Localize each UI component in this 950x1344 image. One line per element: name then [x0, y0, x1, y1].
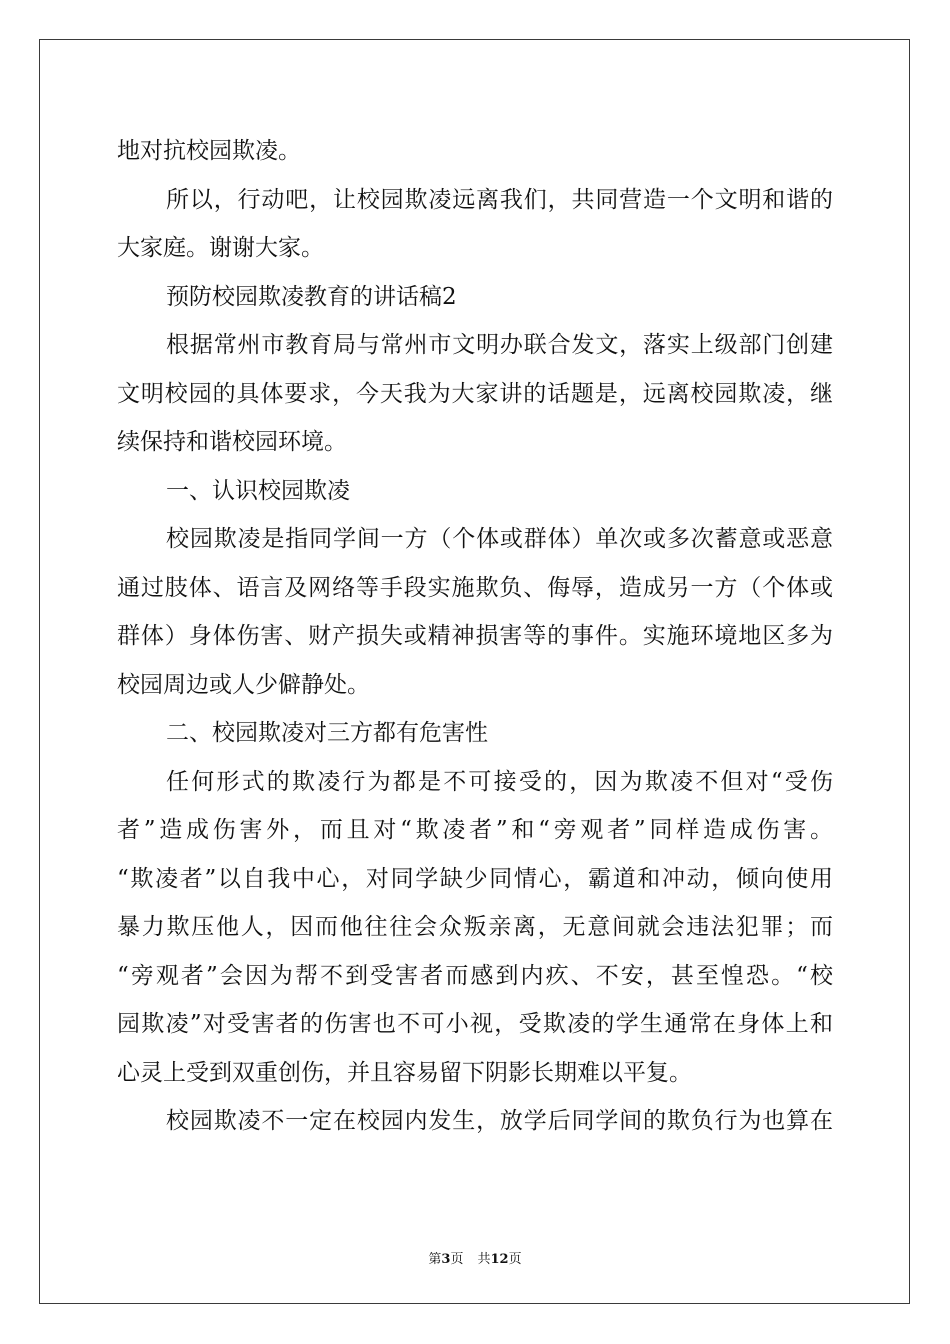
current-page-number: 3: [441, 1252, 451, 1267]
text-line: 地对抗校园欺凌。: [117, 138, 301, 164]
text-line: 文明校园的具体要求，今天我为大家讲的话题是，远离校园欺凌，继: [117, 381, 833, 407]
text-line: “欺凌者”以自我中心，对同学缺少同情心，霸道和冲动，倾向使用: [117, 866, 833, 892]
footer-page-suffix: 页: [450, 1252, 464, 1267]
text-line: 续保持和谐校园环境。: [117, 429, 347, 455]
text-line: 暴力欺压他人，因而他往往会众叛亲离，无意间就会违法犯罪；而: [117, 914, 833, 940]
text-line: 者”造成伤害外，而且对“欺凌者”和“旁观者”同样造成伤害。: [117, 817, 833, 843]
footer-prefix: 第: [428, 1252, 442, 1267]
text-line: 校园周边或人少僻静处。: [117, 672, 370, 698]
text-line: 园欺凌”对受害者的伤害也不可小视，受欺凌的学生通常在身体上和: [117, 1011, 833, 1037]
footer-total-suffix: 页: [508, 1252, 522, 1267]
text-line: 心灵上受到双重创伤，并且容易留下阴影长期难以平复。: [117, 1060, 692, 1086]
text-line: 任何形式的欺凌行为都是不可接受的，因为欺凌不但对“受伤: [166, 769, 833, 795]
text-line: 通过肢体、语言及网络等手段实施欺负、侮辱，造成另一方（个体或: [117, 575, 833, 601]
page-footer: [0, 1248, 950, 1267]
text-line: 群体）身体伤害、财产损失或精神损害等的事件。实施环境地区多为: [117, 623, 833, 649]
text-line: 大家庭。谢谢大家。: [117, 235, 324, 261]
section-title: 预防校园欺凌教育的讲话稿2: [166, 284, 457, 310]
footer-total-prefix: 共: [477, 1252, 491, 1267]
text-line: 校园欺凌是指同学间一方（个体或群体）单次或多次蓄意或恶意: [166, 526, 833, 552]
text-line: 根据常州市教育局与常州市文明办联合发文，落实上级部门创建: [166, 332, 833, 358]
text-line: 校园欺凌不一定在校园内发生，放学后同学间的欺负行为也算在: [166, 1108, 833, 1134]
text-line: 所以，行动吧，让校园欺凌远离我们，共同营造一个文明和谐的: [166, 187, 833, 213]
section-heading: 一、认识校园欺凌: [166, 478, 350, 504]
total-pages-number: 12: [490, 1252, 509, 1267]
text-line: “旁观者”会因为帮不到受害者而感到内疚、不安，甚至惶恐。“校: [117, 963, 833, 989]
section-heading: 二、校园欺凌对三方都有危害性: [166, 720, 488, 746]
